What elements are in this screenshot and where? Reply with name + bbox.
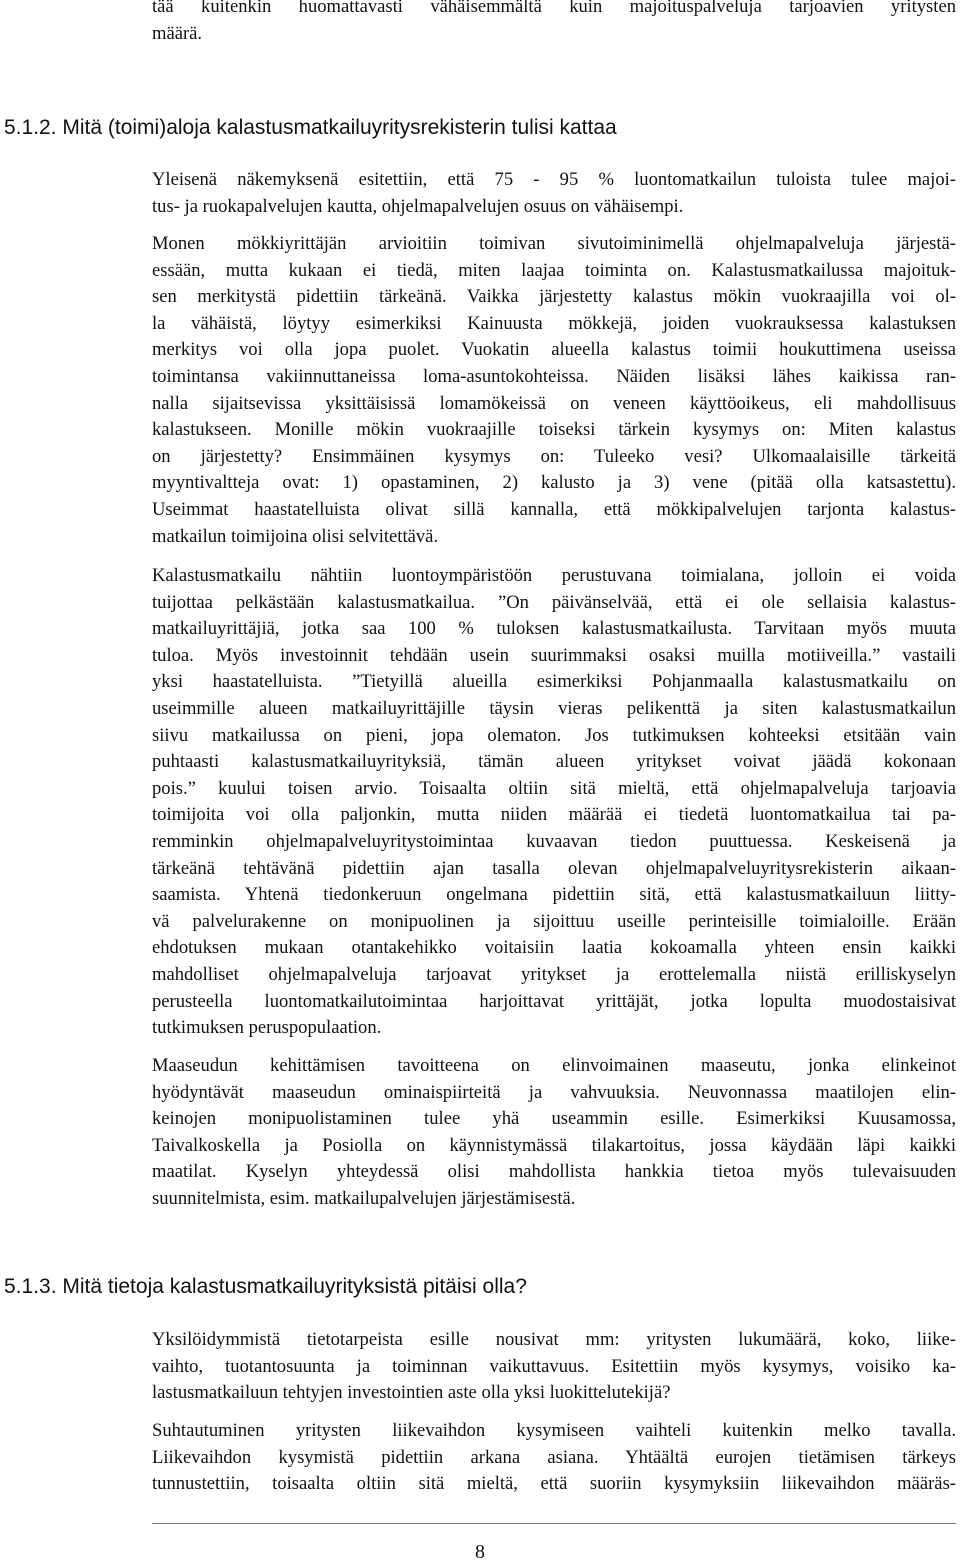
paragraph <box>152 1418 956 1498</box>
text-line: määrä. <box>152 22 203 44</box>
text-line: tää kuitenkin huomattavasti vähäisemmältä kuin majoituspalveluja tarjoavien yritysten <box>152 0 956 17</box>
page-number: 8 <box>475 1541 485 1563</box>
text-line: matkailun toimijoina olisi selvitettävä. <box>152 525 439 547</box>
top-paragraph <box>152 0 956 47</box>
text-line: essään, mutta kukaan ei tiedä, miten laajaa toiminta on. Kalastusmatkailussa majoituk- <box>152 259 956 281</box>
section-heading-5-1-2: 5.1.2. Mitä (toimi)aloja kalastusmatkailuyritysrekisterin tulisi kattaa <box>4 116 617 139</box>
text-line: vaihto, tuotantosuunta ja toiminnan vaikuttavuus. Esitettiin myös kysymys, voisiko ka- <box>152 1355 956 1377</box>
text-line: tuloa. Myös investoinnit tehdään usein suurimmaksi osaksi muilla motiiveilla.” vastaili <box>152 644 956 666</box>
text-line: maatilat. Kyselyn yhteydessä olisi mahdollista hankkia tietoa myös tulevaisuuden <box>152 1161 956 1183</box>
section-5-1-3-paragraph-2 <box>152 1418 956 1498</box>
text-line: siivu matkailussa on pieni, jopa olematon. Jos tutkimuksen kohteeksi etsitään vain <box>152 724 956 746</box>
text-line: Maaseudun kehittämisen tavoitteena on elinvoimainen maaseutu, jonka elinkeinot <box>152 1055 956 1076</box>
text-line: pois.” kuului toisen arvio. Toisaalta oltiin sitä mieltä, että ohjelmapalveluja tarjoavia <box>152 777 956 799</box>
text-line: keinojen monipuolistaminen tulee yhä useammin esille. Esimerkiksi Kuusamossa, <box>152 1108 956 1130</box>
text-line: nalla sijaitsevissa yksittäisissä lomamökeissä on veneen käyttöoikeus, eli mahdollisuus <box>152 392 956 414</box>
text-line: Yksilöidymmistä tietotarpeista esille nousivat mm: yritysten lukumäärä, koko, liike- <box>152 1329 956 1350</box>
text-line: toimijoita voi olla paljonkin, mutta niiden määrää ei tiedetä luontomatkailua tai pa- <box>152 804 956 826</box>
text-line: yksi haastatelluista. ”Tietyillä alueilla esimerkiksi Pohjanmaalla kalastusmatkailu on <box>152 671 956 693</box>
text-line: sen merkitystä pidettiin tärkeänä. Vaikka järjestetty kalastus mökin vuokraajilla voi ol- <box>152 286 956 308</box>
text-line: Useimmat haastatelluista olivat sillä kannalla, että mökkipalvelujen tarjonta kalastus- <box>152 498 956 520</box>
paragraph <box>152 1053 956 1213</box>
paragraph <box>152 231 956 550</box>
text-line: perusteella luontomatkailutoimintaa harjoittavat yrittäjät, jotka lopulta muodostaisivat <box>152 990 956 1012</box>
text-line: remminkin ohjelmapalveluyritystoimintaa kuvaavan tiedon puuttuessa. Keskeisenä ja <box>152 830 956 852</box>
section-5-1-2-paragraph-1 <box>152 167 956 220</box>
section-5-1-3-paragraph-1 <box>152 1327 956 1407</box>
text-line: tunnustettiin, toisaalta oltiin sitä mieltä, että suoriin kysymyksiin liikevaihdon määräs- <box>152 1473 956 1495</box>
text-line: Suhtautuminen yritysten liikevaihdon kysymiseen vaihteli kuitenkin melko tavalla. <box>152 1420 956 1441</box>
paragraph <box>152 0 956 47</box>
text-line: myyntivaltteja ovat: 1) opastaminen, 2) kalusto ja 3) vene (pitää olla katsastettu). <box>152 472 956 494</box>
text-line: Taivalkoskella ja Posiolla on käynnistymässä tilakartoitus, jossa käydään läpi kaikki <box>152 1134 956 1156</box>
text-line: on järjestetty? Ensimmäinen kysymys on: Tuleeko vesi? Ulkomaalaisille tärkeitä <box>152 445 956 467</box>
text-line: tus- ja ruokapalvelujen kautta, ohjelmapalvelujen osuus on vähäisempi. <box>152 195 684 217</box>
paragraph <box>152 1327 956 1407</box>
text-line: Liikevaihdon kysymistä pidettiin arkana asiana. Yhtäältä eurojen tietämisen tärkeys <box>152 1446 956 1468</box>
text-line: merkitys voi olla jopa puolet. Vuokatin alueella kalastus toimii houkuttimena useissa <box>152 339 956 361</box>
text-line: hyödyntävät maaseudun ominaispiirteitä ja vahvuuksia. Neuvonnassa maatilojen elin- <box>152 1081 956 1103</box>
text-line: saamista. Yhtenä tiedonkeruun ongelmana pidettiin sitä, että kalastusmatkailuun liitty- <box>152 884 956 906</box>
text-line: ehdotuksen mukaan otantakehikko voitaisiin laatia kokoamalla yhteen ensin kaikki <box>152 937 956 959</box>
text-line: lastusmatkailuun tehtyjen investointien aste olla yksi luokittelutekijä? <box>152 1382 671 1404</box>
section-heading-5-1-3: 5.1.3. Mitä tietoja kalastusmatkailuyrityksistä pitäisi olla? <box>4 1275 527 1298</box>
text-line: Yleisenä näkemyksenä esitettiin, että 75 - 95 % luontomatkailun tuloista tulee majoi- <box>152 169 956 190</box>
section-5-1-2-paragraph-4 <box>152 1053 956 1213</box>
footer-divider <box>152 1523 956 1524</box>
text-line: puhtaasti kalastusmatkailuyrityksiä, tämän alueen yritykset voivat jäädä kokonaan <box>152 751 956 773</box>
section-5-1-2-paragraph-3 <box>152 563 956 1042</box>
section-5-1-2-paragraph-2 <box>152 231 956 550</box>
text-line: matkailuyrittäjiä, jotka saa 100 % tuloksen kalastusmatkailusta. Tarvitaan myös muuta <box>152 618 956 640</box>
text-line: tutkimuksen peruspopulaation. <box>152 1017 382 1039</box>
paragraph <box>152 167 956 220</box>
text-line: la vähäistä, löytyy esimerkiksi Kainuusta mökkejä, joiden vuokrauksessa kalastuksen <box>152 312 956 334</box>
text-line: Monen mökkiyrittäjän arvioitiin toimivan sivutoiminimellä ohjelmapalveluja järjestä- <box>152 233 956 254</box>
text-line: vä palvelurakenne on monipuolinen ja sijoittuu useille perinteisille toimialoille. Erään <box>152 910 956 932</box>
paragraph <box>152 563 956 1042</box>
text-line: mahdolliset ohjelmapalveluja tarjoavat yritykset ja erottelemalla niistä erilliskyselyn <box>152 963 956 985</box>
text-line: Kalastusmatkailu nähtiin luontoympäristöön perustuvana toimialana, jolloin ei voida <box>152 565 956 586</box>
text-line: suunnitelmista, esim. matkailupalvelujen järjestämisestä. <box>152 1187 576 1209</box>
text-line: tärkeänä tehtävänä pidettiin ajan tasalla olevan ohjelmapalveluyritysrekisterin aikaan- <box>152 857 956 879</box>
text-line: toimintansa vakiinnuttaneissa loma-asuntokohteissa. Näiden lisäksi lähes kaikissa ran- <box>152 365 956 387</box>
text-line: useimmille alueen matkailuyrittäjille täysin vieras pelikenttä ja siten kalastusmatkailun <box>152 697 956 719</box>
text-line: tuijottaa pelkästään kalastusmatkailua. ”On päivänselvää, että ei ole sellaisia kalastus- <box>152 591 956 613</box>
text-line: kalastukseen. Monille mökin vuokraajille toiseksi tärkein kysymys on: Miten kalastus <box>152 419 956 441</box>
